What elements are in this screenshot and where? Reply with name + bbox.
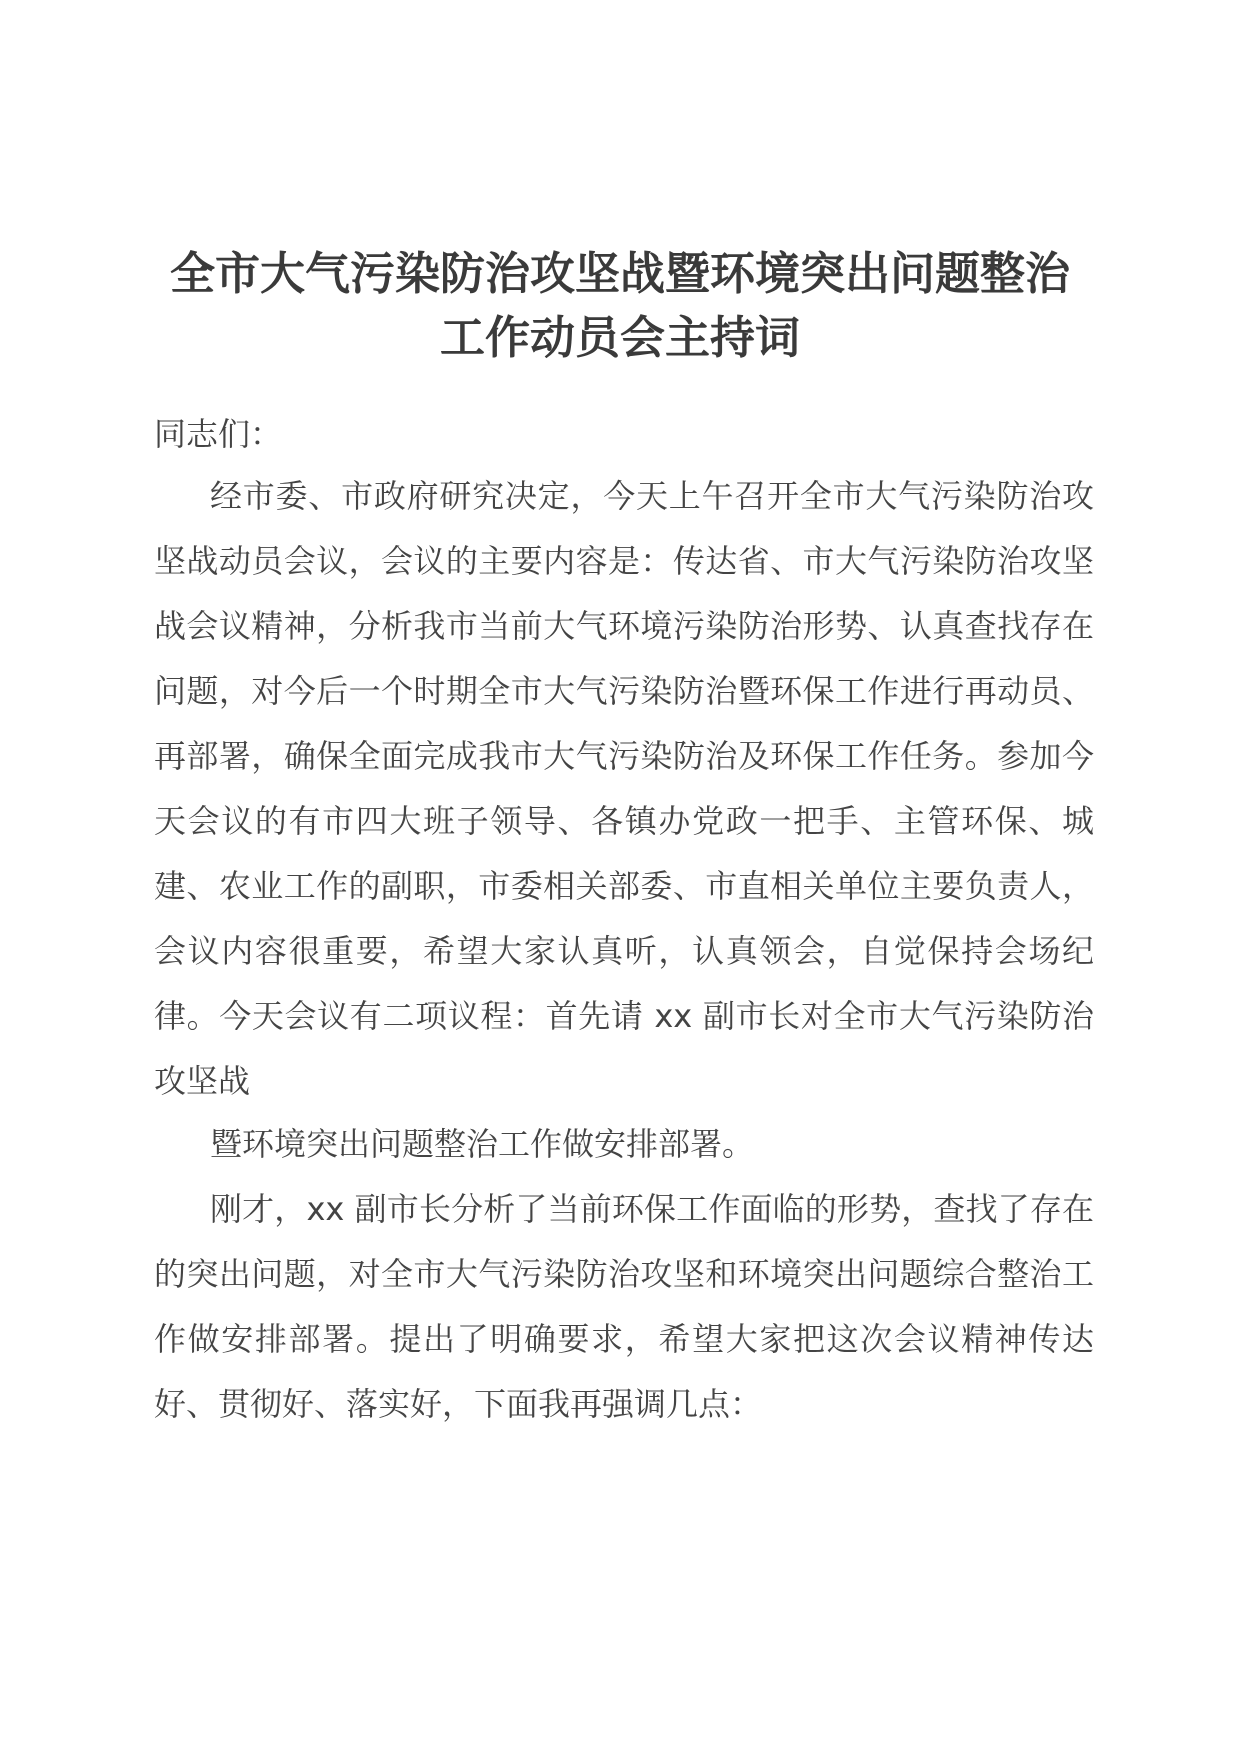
salutation: 同志们： (154, 415, 283, 453)
paragraph-2: 暨环境突出问题整治工作做安排部署。 (210, 1125, 755, 1163)
document-title-line-1: 全市大气污染防治攻坚战暨环境突出问题整治 (169, 247, 1070, 300)
document-title-line-2: 工作动员会主持词 (439, 311, 800, 364)
paragraph-3: 刚才，xx 副市长分析了当前环保工作面临的形势，查找了存在的突出问题，对全市大气污染防治攻坚和环境突出问题综合整治工作做安排部署。提出了明确要求，希望大家把这次会议精神传达好、贯彻好、落实好，下面我再强调几点： (154, 1190, 1094, 1423)
paragraph-1: 经市委、市政府研究决定，今天上午召开全市大气污染防治攻坚战动员会议，会议的主要内容是：传达省、市大气污染防治攻坚战会议精神，分析我市当前大气环境污染防治形势、认真查找存在问题，对今后一个时期全市大气污染防治暨环保工作进行再动员、再部署，确保全面完成我市大气污染防治及环保工作任务。参加今天会议的有市四大班子领导、各镇办党政一把手、主管环保、城建、农业工作的副职，市委相关部委、市直相关单位主要负责人，会议内容很重要，希望大家认真听，认真领会，自觉保持会场纪律。今天会议有二项议程：首先请 xx 副市长对全市大气污染防治攻坚战 (154, 477, 1094, 1100)
